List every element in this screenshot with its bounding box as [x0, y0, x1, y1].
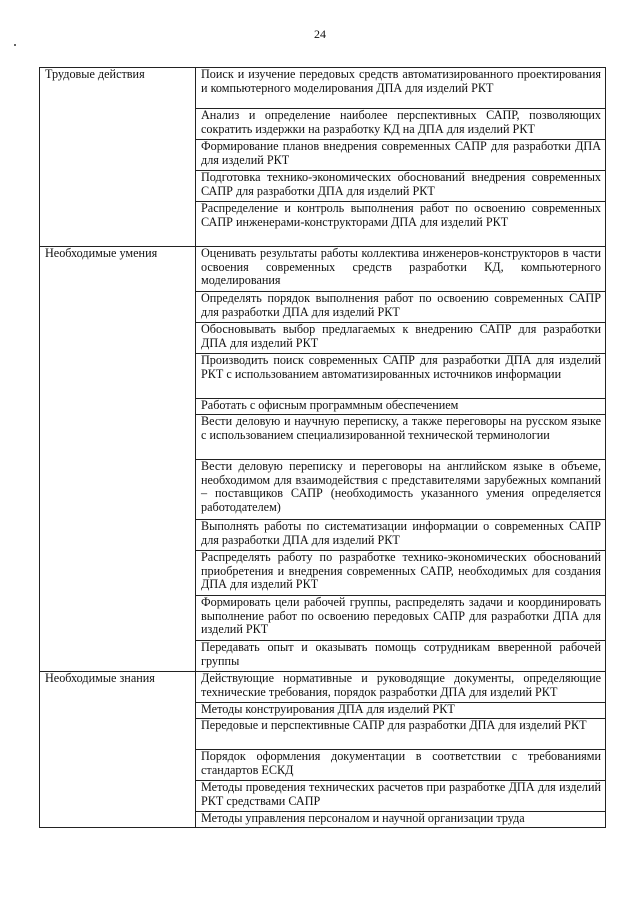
- section-item: Обосновывать выбор предлагаемых к внедрению САПР для разработки ДПА для изделий РКТ: [196, 323, 606, 354]
- section-item: Оценивать результаты работы коллектива инженеров-конструкторов в части освоения современных средств разработки КД, компьютерного моделирования: [196, 247, 606, 292]
- section-item: Поиск и изучение передовых средств автоматизированного проектирования и компьютерного моделирования ДПА для изделий РКТ: [196, 68, 606, 109]
- section-item: Передавать опыт и оказывать помощь сотрудникам вверенной рабочей группы: [196, 641, 606, 672]
- section-item: Подготовка технико-экономических обоснований внедрения современных САПР для разработки ДПА для изделий РКТ: [196, 171, 606, 202]
- section-item: Распределять работу по разработке технико-экономических обоснований приобретения и внедрения современных САПР, необходимых для создания ДПА для изделий РКТ: [196, 551, 606, 596]
- section-item: Производить поиск современных САПР для разработки ДПА для изделий РКТ с использованием автоматизированных источников информации: [196, 354, 606, 399]
- section-item: Методы проведения технических расчетов при разработке ДПА для изделий РКТ средствами САПР: [196, 781, 606, 812]
- section-item: Порядок оформления документации в соответствии с требованиями стандартов ЕСКД: [196, 750, 606, 781]
- page-number: 24: [314, 27, 326, 41]
- scan-speck: [14, 44, 16, 46]
- section-item: Передовые и перспективные САПР для разработки ДПА для изделий РКТ: [196, 719, 606, 750]
- section-item: Работать с офисным программным обеспечением: [196, 399, 606, 415]
- section-category: Трудовые действия: [40, 68, 196, 247]
- table-row: [40, 247, 606, 292]
- section-item: Действующие нормативные и руководящие документы, определяющие технические требования, порядок разработки ДПА для изделий РКТ: [196, 672, 606, 703]
- section-item: Распределение и контроль выполнения работ по освоению современных САПР инженерами-конструкторами ДПА для изделий РКТ: [196, 202, 606, 247]
- section-category: Необходимые знания: [40, 672, 196, 828]
- section-category: Необходимые умения: [40, 247, 196, 672]
- section-item: Вести деловую переписку и переговоры на английском языке в объеме, необходимом для взаимодействия с представителями зарубежных компаний – поставщиков САПР (необходимость указанного умения определяется работодателем): [196, 460, 606, 520]
- section-item: Определять порядок выполнения работ по освоению современных САПР для разработки ДПА для изделий РКТ: [196, 292, 606, 323]
- section-item: Формирование планов внедрения современных САПР для разработки ДПА для изделий РКТ: [196, 140, 606, 171]
- qualification-table-body: [40, 68, 606, 828]
- section-item: Анализ и определение наиболее перспективных САПР, позволяющих сократить издержки на разработку КД на ДПА для изделий РКТ: [196, 109, 606, 140]
- table-row: [40, 68, 606, 109]
- section-item: Вести деловую и научную переписку, а также переговоры на русском языке с использованием специализированной технической терминологии: [196, 415, 606, 460]
- qualification-table: [39, 67, 606, 828]
- section-item: Формировать цели рабочей группы, распределять задачи и координировать выполнение работ по освоению передовых САПР для разработки ДПА для изделий РКТ: [196, 596, 606, 641]
- section-item: Методы конструирования ДПА для изделий РКТ: [196, 703, 606, 719]
- section-item: Методы управления персоналом и научной организации труда: [196, 812, 606, 828]
- section-item: Выполнять работы по систематизации информации о современных САПР для разработки ДПА для изделий РКТ: [196, 520, 606, 551]
- table-row: [40, 672, 606, 703]
